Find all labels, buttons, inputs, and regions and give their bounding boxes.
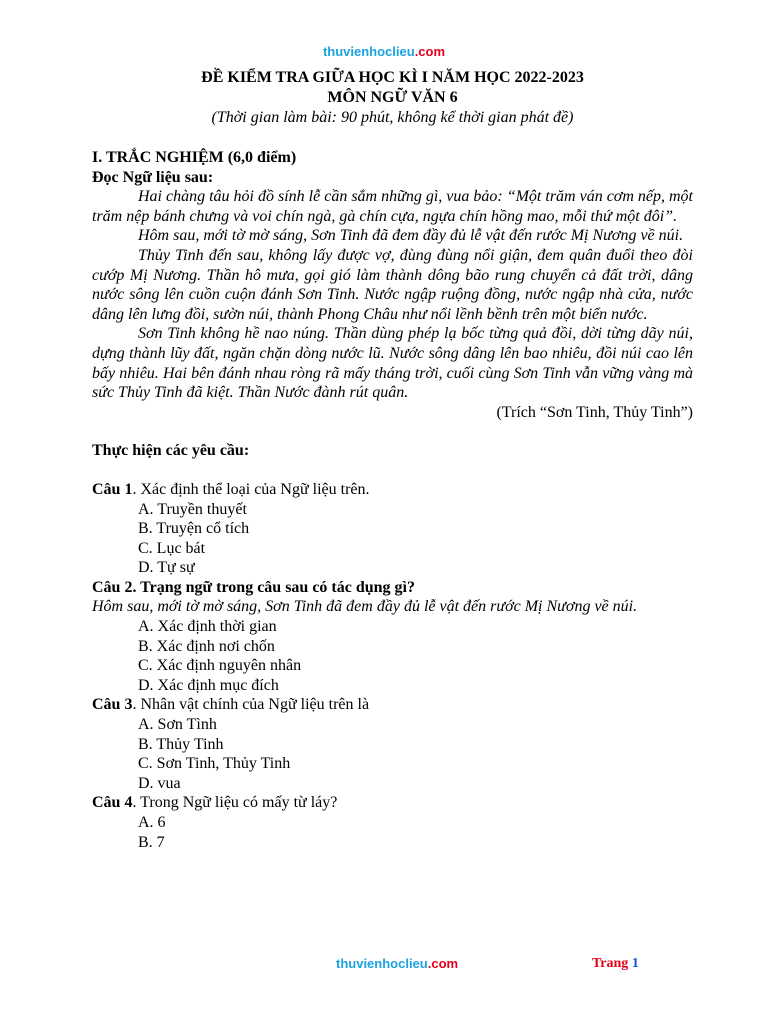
question-2: Câu 2. Trạng ngữ trong câu sau có tác dụng gì?	[92, 578, 415, 596]
question-option: D. vua	[138, 774, 181, 792]
exam-duration: (Thời gian làm bài: 90 phút, không kể thời gian phát đề)	[211, 109, 574, 126]
material-paragraph: Sơn Tinh không hề nao núng. Thần dùng phép lạ bốc từng quả đồi, dời từng dãy núi, dựng thành lũy đất, ngăn chặn dòng nước lũ. Nước sông dâng lên bao nhiêu, đồi núi cao lên bấy nhiêu. Hai bên đánh nhau ròng rã mấy tháng trời, cuối cùng Sơn Tinh vẫn vững vàng mà sức Thủy Tinh đã kiệt. Thần Nước đành rút quân.	[92, 325, 693, 402]
footer-brand-domain: .com	[427, 956, 459, 971]
page-number: 1	[631, 956, 639, 971]
question-option: B. Truyện cổ tích	[138, 520, 250, 538]
material-paragraph: Hai chàng tâu hỏi đồ sính lễ cần sắm những gì, vua bảo: “Một trăm ván cơm nếp, một trăm nệp bánh chưng và voi chín ngà, gà chín cựa, ngựa chín hồng mao, mỗi thứ một đôi”.	[92, 188, 693, 225]
exam-title: ĐỀ KIỂM TRA GIỮA HỌC KÌ I NĂM HỌC 2022-2023	[201, 69, 584, 86]
question-option: A. 6	[138, 814, 166, 831]
question-1	[92, 480, 693, 500]
header-brand-name: thuvienhoclieu	[322, 44, 415, 59]
material-paragraph: Hôm sau, mới tờ mờ sáng, Sơn Tinh đã đem đầy đủ lễ vật đến rước Mị Nương về núi.	[138, 227, 684, 245]
question-option: D. Tự sự	[138, 559, 195, 577]
page-footer	[0, 956, 768, 976]
question-text: . Nhân vật chính của Ngữ liệu trên là	[132, 696, 370, 714]
question-label: Câu 1	[92, 480, 133, 498]
question-option: B. 7	[138, 833, 165, 851]
question-4	[92, 793, 693, 813]
question-3	[92, 695, 693, 715]
material-source: (Trích “Sơn Tinh, Thủy Tinh”)	[496, 403, 693, 421]
question-option: C. Lục bát	[138, 539, 206, 557]
question-option: D. Xác định mục đích	[138, 676, 279, 694]
section-heading: I. TRẮC NGHIỆM (6,0 điểm)	[92, 149, 297, 166]
question-option: A. Xác định thời gian	[138, 618, 277, 636]
question-option: C. Sơn Tinh, Thủy Tinh	[138, 755, 291, 773]
page-indicator	[592, 956, 639, 972]
exam-title-block	[92, 68, 693, 128]
header-brand[interactable]	[0, 44, 768, 59]
material-paragraph: Thủy Tinh đến sau, không lấy được vợ, đùng đùng nổi giận, đem quân đuổi theo đòi cướp Mị Nương. Thần hô mưa, gọi gió làm thành dông bão rung chuyển cả đất trời, dâng nước sông lên cuồn cuộn đánh Sơn Tinh. Nước ngập ruộng đồng, nước ngập nhà cửa, nước dâng lên lưng đồi, sườn núi, thành Phong Châu như nổi lềnh bềnh trên một biển nước.	[92, 246, 693, 323]
question-label: Câu 3	[92, 696, 133, 714]
footer-brand[interactable]	[336, 956, 458, 971]
question-option: A. Sơn Tình	[138, 716, 217, 734]
question-option: A. Truyền thuyết	[138, 500, 247, 518]
question-option: B. Xác định nơi chốn	[138, 637, 275, 655]
header-brand-domain: .com	[414, 44, 446, 59]
question-quote: Hôm sau, mới tờ mờ sáng, Sơn Tinh đã đem đầy đủ lễ vật đến rước Mị Nương về núi.	[92, 598, 638, 616]
material-label: Đọc Ngữ liệu sau:	[92, 168, 214, 186]
exam-content	[92, 148, 693, 852]
page-label: Trang	[592, 956, 632, 971]
footer-brand-name: thuvienhoclieu	[336, 956, 428, 971]
exam-subject: MÔN NGỮ VĂN 6	[327, 89, 458, 106]
question-text: . Xác định thể loại của Ngữ liệu trên.	[132, 480, 370, 498]
task-label: Thực hiện các yêu cầu:	[92, 442, 250, 460]
question-label: Câu 4	[92, 794, 133, 812]
question-option: B. Thủy Tinh	[138, 735, 224, 753]
question-text: . Trong Ngữ liệu có mấy từ láy?	[132, 794, 338, 812]
question-option: C. Xác định nguyên nhân	[138, 657, 302, 675]
